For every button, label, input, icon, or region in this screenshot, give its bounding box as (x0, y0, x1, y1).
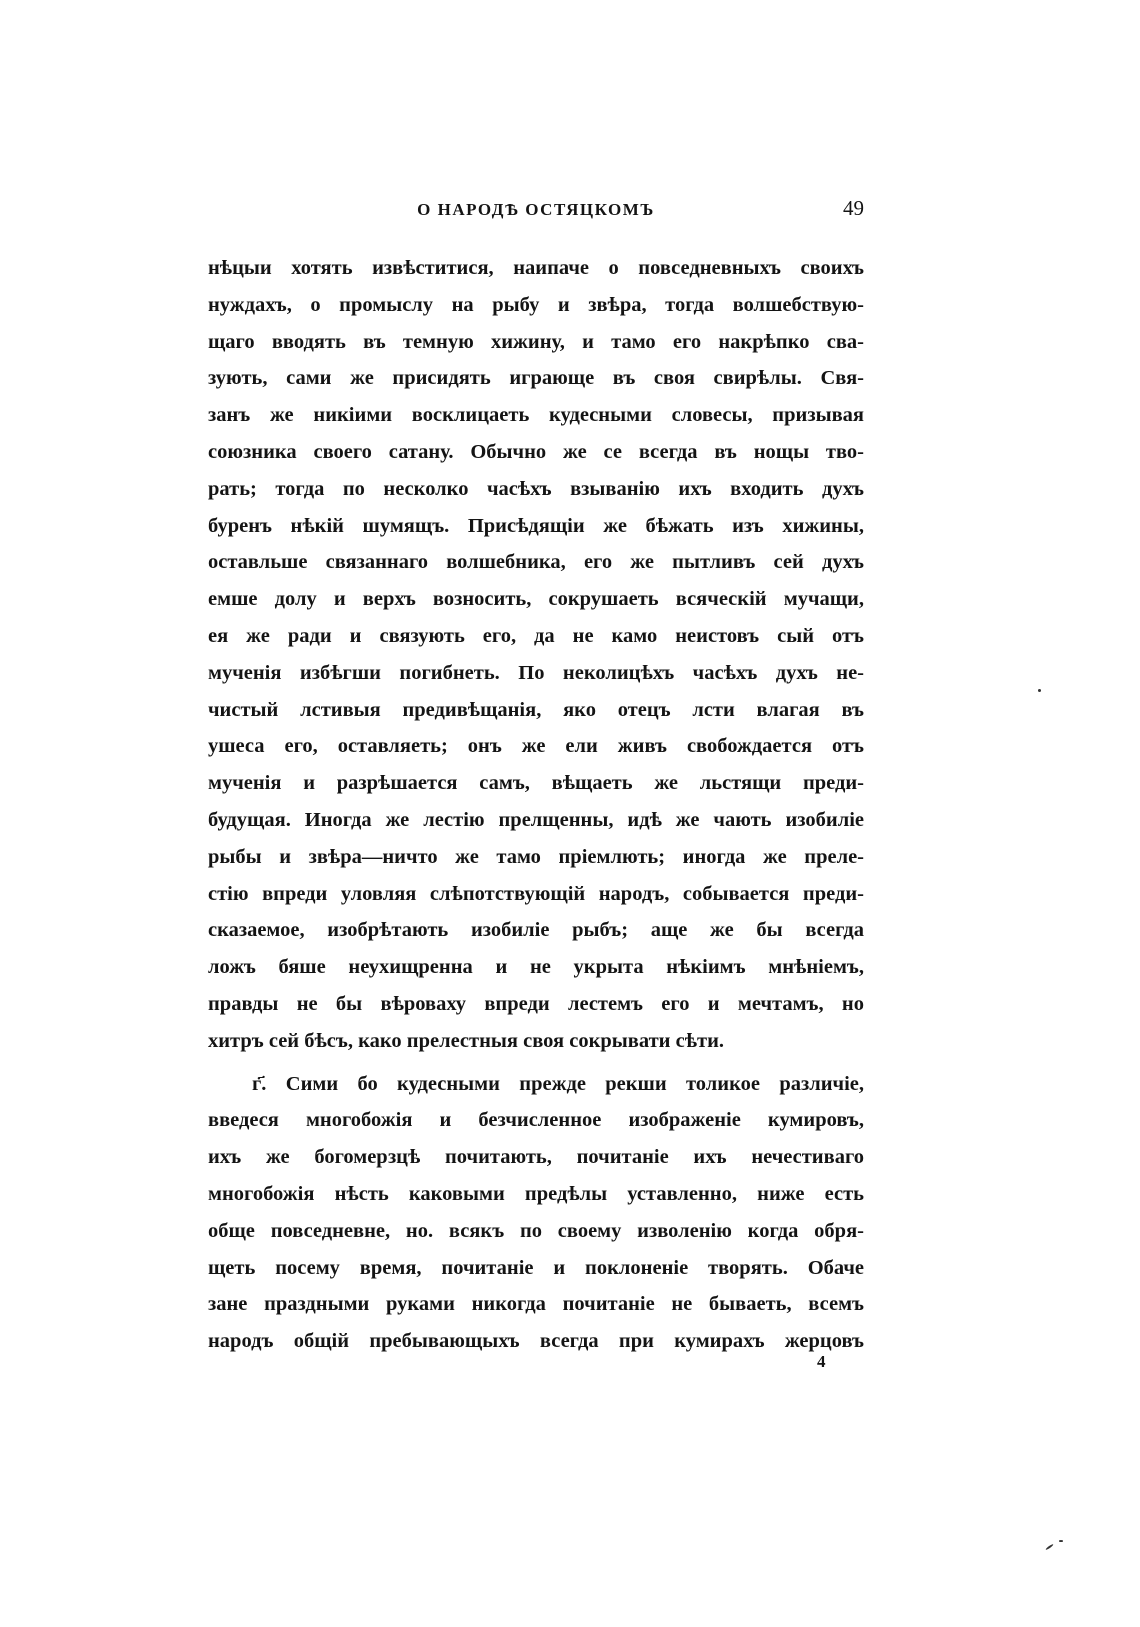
text-line: нуждахъ, о промыслу на рыбу и звѣра, тогда волшебствую- (208, 293, 864, 316)
text-line: щеть посему время, почитаніе и поклоненіе творять. Обаче (208, 1256, 864, 1279)
scan-speck (1045, 1544, 1054, 1551)
text-line: ушеса его, оставляеть; онъ же ели живъ свобождается отъ (208, 735, 864, 758)
text-line: чистый лстивыя предивѣщанія, яко отецъ лсти влагая въ (208, 698, 864, 721)
text-line: буренъ нѣкій шумящъ. Присѣдящіи же бѣжать изъ хижины, (208, 514, 864, 537)
page-header (208, 196, 864, 226)
text-line: щаго вводять въ темную хижину, и тамо его накрѣпко сва- (208, 330, 864, 353)
text-line: правды не бы вѣроваху впреди лестемъ его и мечтамъ, но (208, 992, 864, 1015)
text-line: оставльше связаннаго волшебника, его же пытливъ сей духъ (208, 551, 864, 574)
text-line: ихъ же богомерзцѣ почитають, почитаніе ихъ нечестиваго (208, 1146, 864, 1169)
text-line: союзника своего сатану. Обычно же се всегда въ нощы тво- (208, 440, 864, 463)
text-line: введеся многобожія и безчисленное изображеніе кумировъ, (208, 1109, 864, 1132)
text-line: г҃. Сими бо кудесными прежде рекши толикое различіе, (252, 1072, 864, 1095)
body-text (208, 250, 864, 1360)
text-line: нѣцыи хотять извѣститися, наипаче о повседневныхъ своихъ (208, 257, 864, 279)
text-line: зане праздными руками никогда почитаніе не бываеть, всемъ (208, 1293, 864, 1316)
scan-speck (1038, 689, 1041, 692)
text-line: мученія избѣгши погибнеть. По неколицѣхъ часѣхъ духъ не- (208, 661, 864, 684)
signature-mark: 4 (817, 1352, 826, 1371)
text-line: емше долу и верхъ возносить, сокрушаеть всяческій мучащи, (208, 588, 864, 611)
text-line: будущая. Иногда же лестію прелщенны, идѣ же чають изобиліе (208, 808, 864, 831)
text-line: хитръ сей бѣсъ, како прелестныя своя сокрывати сѣти. (208, 1029, 725, 1052)
text-line: сказаемое, изобрѣтають изобиліе рыбъ; аще же бы всегда (208, 919, 864, 942)
text-line: многобожія нѣсть каковыми предѣлы уставленно, ниже есть (208, 1182, 864, 1205)
text-line: народъ общій пребывающыхъ всегда при кумирахъ жерцовъ (208, 1330, 864, 1353)
text-line: ея же ради и связують его, да не камо неистовъ сый отъ (208, 624, 864, 647)
text-line: обще повседневне, но. всякъ по своему изволенію когда обря- (208, 1219, 864, 1242)
text-line: зують, сами же присидять играюще въ своя свирѣлы. Свя- (208, 367, 864, 390)
text-line: рать; тогда по несколко часѣхъ взыванію ихъ входить духъ (208, 477, 864, 500)
scan-speck (1059, 1540, 1063, 1542)
text-line: ложъ бяше неухищренна и не укрыта нѣкіимъ мнѣніемъ, (208, 956, 864, 979)
text-line: занъ же никіими восклицаеть кудесными словесы, призывая (208, 404, 864, 427)
text-line: рыбы и звѣра—ничто же тамо пріемлють; иногда же преле- (208, 845, 864, 868)
text-line: стію впреди уловляя слѣпотствующій народъ, собывается преди- (208, 882, 864, 905)
page-number: 49 (843, 196, 864, 220)
paragraph (208, 1066, 864, 1360)
running-title: О НАРОДѢ ОСТЯЦКОМЪ (417, 200, 655, 219)
text-line: мученія и разрѣшается самъ, вѣщаеть же льстящи преди- (208, 772, 864, 795)
paragraph (208, 250, 864, 1060)
